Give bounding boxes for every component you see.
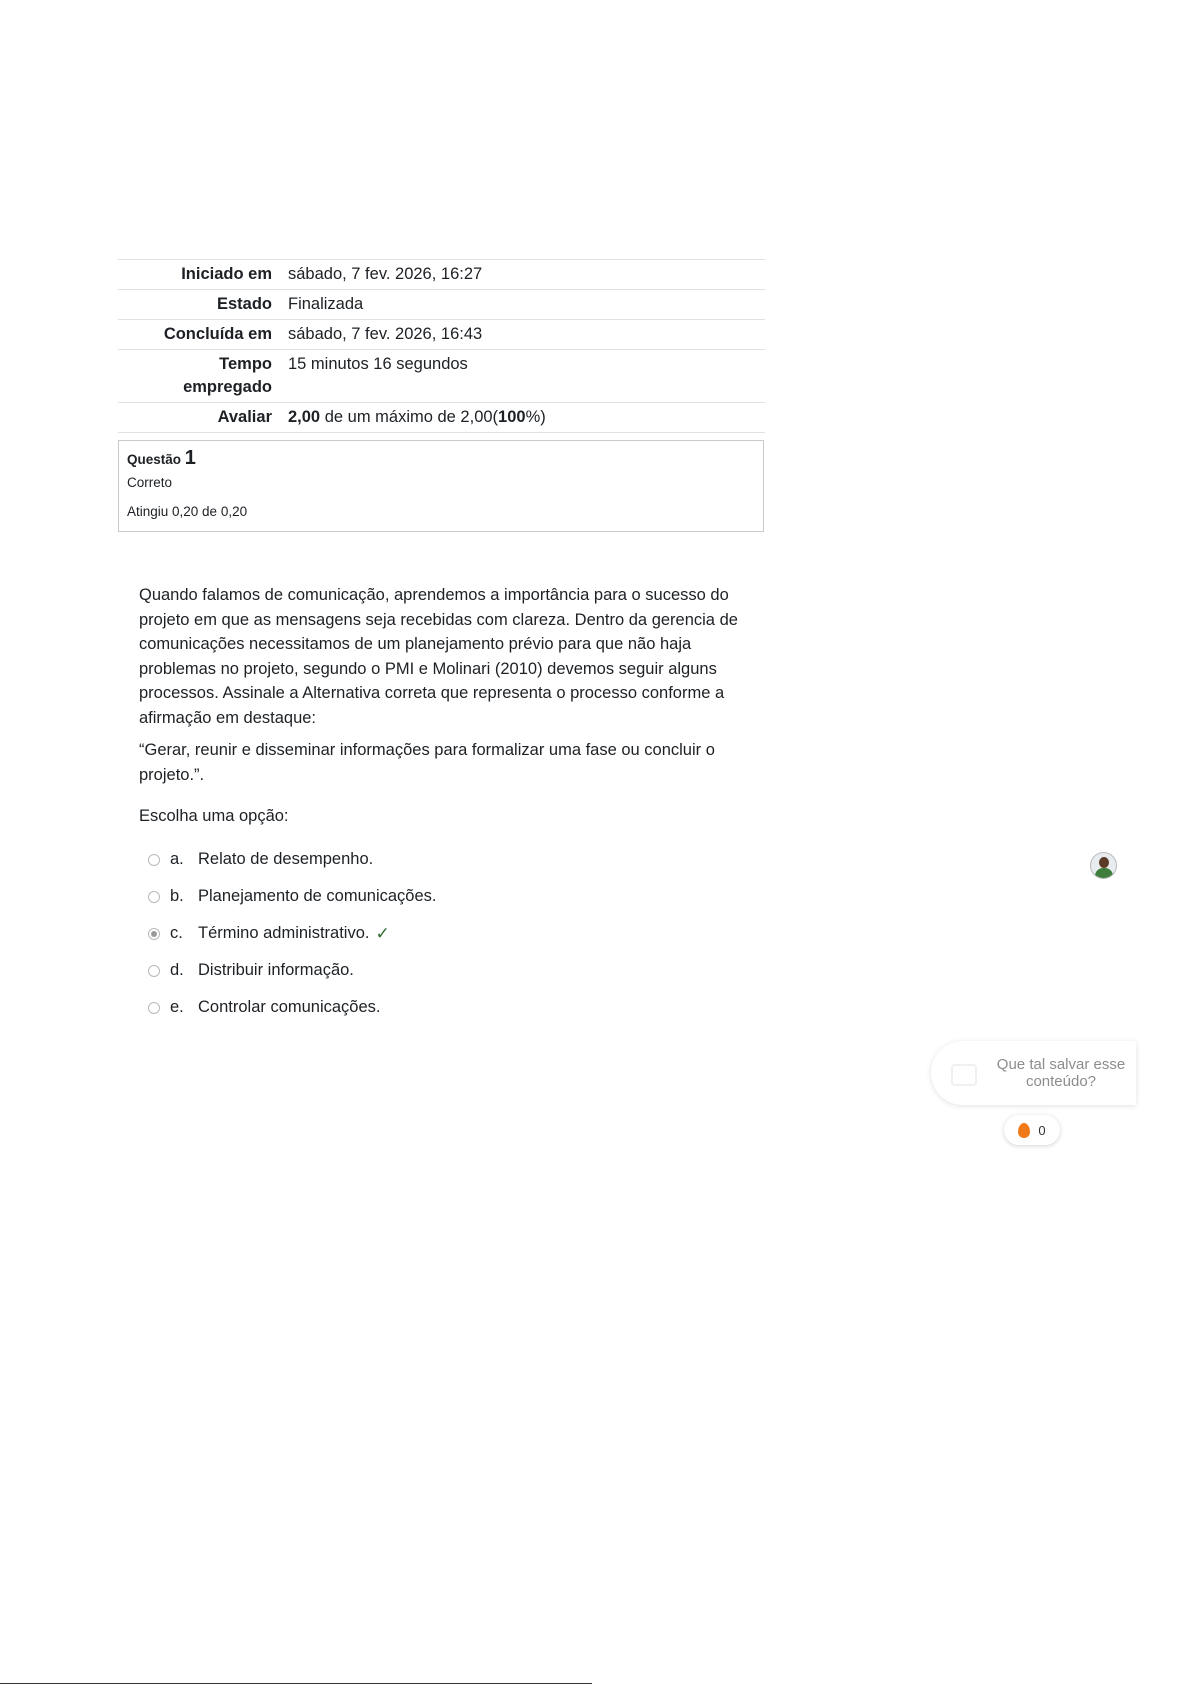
- question-state: Correto: [127, 475, 173, 490]
- summary-row-time: [118, 350, 765, 403]
- streak-badge[interactable]: [1004, 1115, 1060, 1145]
- answer-prompt: Escolha uma opção:: [139, 807, 289, 825]
- answer-option-c[interactable]: [148, 915, 436, 952]
- attempt-summary-table: [118, 259, 765, 433]
- grade-percent: 100: [498, 408, 526, 426]
- user-avatar-icon[interactable]: [1090, 852, 1117, 879]
- question-quote: “Gerar, reunir e disseminar informações para formalizar uma fase ou concluir o projeto.”.: [139, 741, 715, 784]
- summary-label: Concluída em: [118, 320, 280, 350]
- grade-middle: de um máximo de 2,00(: [320, 408, 499, 426]
- summary-row-state: [118, 290, 765, 320]
- answer-letter: c.: [170, 924, 183, 942]
- save-content-card[interactable]: [931, 1041, 1136, 1105]
- summary-row-completed: [118, 320, 765, 350]
- summary-value: Finalizada: [280, 290, 765, 320]
- summary-label: Tempo empregado: [118, 350, 280, 403]
- flame-icon: [1018, 1123, 1030, 1138]
- avatar-head: [1099, 857, 1109, 868]
- answer-option-e[interactable]: [148, 989, 436, 1026]
- radio-button[interactable]: [148, 891, 160, 903]
- answer-text: Relato de desempenho.: [198, 850, 374, 868]
- summary-value: sábado, 7 fev. 2026, 16:27: [280, 260, 765, 290]
- save-content-text: Que tal salvar esse conteúdo?: [996, 1056, 1126, 1090]
- answer-option-b[interactable]: [148, 878, 436, 915]
- question-number: [127, 447, 755, 470]
- radio-button[interactable]: [148, 1002, 160, 1014]
- grade-score: 2,00: [288, 408, 321, 426]
- summary-value: 15 minutos 16 segundos: [280, 350, 765, 403]
- save-icon: [951, 1064, 977, 1086]
- radio-button-selected[interactable]: [148, 928, 160, 940]
- summary-row-started: [118, 260, 765, 290]
- avatar-body: [1095, 868, 1113, 879]
- summary-row-grade: [118, 403, 765, 433]
- question-number-value: 1: [184, 447, 196, 469]
- answer-text: Planejamento de comunicações.: [198, 887, 437, 905]
- summary-label: Avaliar: [118, 403, 280, 433]
- radio-button[interactable]: [148, 965, 160, 977]
- question-paragraph: Quando falamos de comunicação, aprendemos a importância para o sucesso do projeto em que as mensagens seja recebidas com clareza. Dentro da gerencia de comunicações necessitamos de um planejamento prévio para que não haja problemas no projeto, segundo o PMI e Molinari (2010) devemos seguir alguns processos. Assinale a Alternativa correta que representa o processo conforme a afirmação em destaque:: [139, 586, 738, 727]
- question-grade: Atingiu 0,20 de 0,20: [127, 504, 248, 519]
- answer-text: Controlar comunicações.: [198, 998, 381, 1016]
- footer-divider: [0, 1683, 592, 1684]
- question-text: [139, 583, 751, 795]
- summary-value: sábado, 7 fev. 2026, 16:43: [280, 320, 765, 350]
- summary-label: Iniciado em: [118, 260, 280, 290]
- summary-grade-value: [280, 403, 765, 433]
- answer-letter: d.: [170, 961, 184, 979]
- answer-letter: b.: [170, 887, 184, 905]
- radio-button[interactable]: [148, 854, 160, 866]
- answer-option-d[interactable]: [148, 952, 436, 989]
- streak-count: 0: [1038, 1122, 1046, 1138]
- answer-option-a[interactable]: [148, 841, 436, 878]
- answer-letter: e.: [170, 998, 184, 1016]
- question-info-box: [118, 440, 764, 532]
- answer-text: Distribuir informação.: [198, 961, 354, 979]
- question-label: Questão: [127, 452, 182, 467]
- answer-letter: a.: [170, 850, 184, 868]
- answer-list: [148, 841, 436, 1026]
- answer-text: Término administrativo.: [198, 924, 370, 942]
- summary-label: Estado: [118, 290, 280, 320]
- grade-end: %): [525, 408, 546, 426]
- check-icon: ✓: [375, 923, 390, 943]
